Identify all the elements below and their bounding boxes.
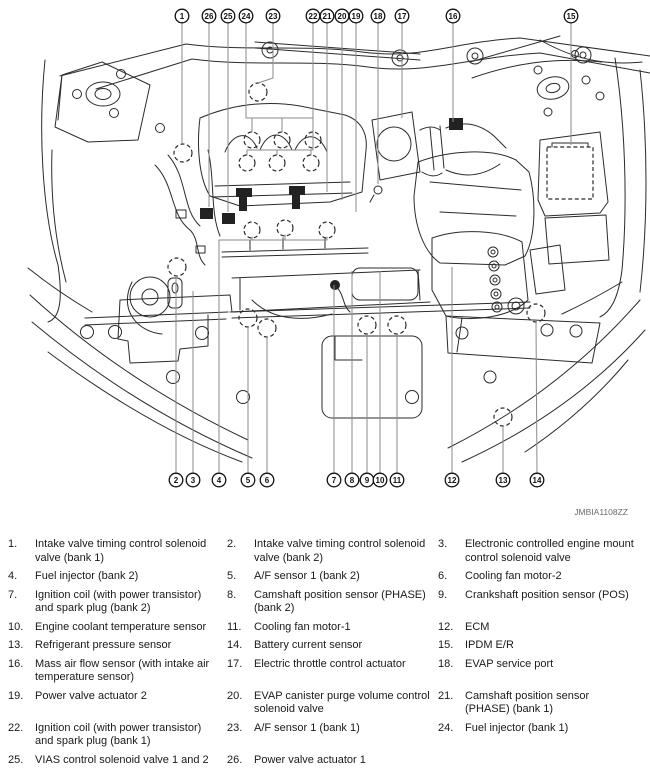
component-location-marker — [269, 155, 285, 171]
legend-item — [438, 658, 642, 685]
legend-item — [8, 639, 227, 653]
svg-text:3: 3 — [190, 475, 196, 485]
legend-item-text: ECM — [465, 620, 490, 633]
legend-item-text: IPDM E/R — [465, 639, 514, 651]
callout-21 — [320, 9, 334, 23]
leader-line-14 — [536, 322, 537, 473]
callout-12 — [445, 473, 459, 487]
legend-item-number: 21. — [438, 689, 454, 702]
legend-item-number: 8. — [227, 588, 237, 601]
legend-item — [227, 538, 438, 565]
legend-item-number: 26. — [227, 753, 243, 766]
svg-text:21: 21 — [322, 11, 332, 21]
legend-item-text: VIAS control solenoid valve 1 and 2 — [35, 753, 209, 766]
callout-19 — [349, 9, 363, 23]
svg-text:4: 4 — [216, 475, 222, 485]
svg-text:5: 5 — [245, 475, 251, 485]
legend-item — [8, 621, 227, 635]
legend-item-text: Cooling fan motor-2 — [465, 570, 562, 582]
svg-text:13: 13 — [498, 475, 508, 485]
svg-text:14: 14 — [532, 475, 542, 485]
legend-item — [227, 722, 438, 749]
legend-item-text: EVAP canister purge volume control solenoid valve — [254, 689, 430, 715]
svg-text:11: 11 — [392, 475, 402, 485]
callout-16 — [446, 9, 460, 23]
legend-item — [8, 570, 227, 584]
legend-item — [8, 722, 227, 749]
legend-item-text: Battery current sensor — [254, 639, 363, 651]
legend-item — [227, 639, 438, 653]
svg-text:6: 6 — [264, 475, 270, 485]
callout-5 — [241, 473, 255, 487]
svg-text:20: 20 — [337, 11, 347, 21]
legend-item — [8, 690, 227, 717]
callout-layer — [168, 9, 593, 487]
component-location-marker — [174, 144, 192, 162]
legend-item-text: Engine coolant temperature sensor — [35, 620, 207, 633]
legend-item-number: 15. — [438, 639, 454, 651]
legend-item — [227, 621, 438, 635]
component-legend — [0, 525, 650, 767]
callout-14 — [530, 473, 544, 487]
legend-item-text: Crankshaft position sensor (POS) — [465, 588, 629, 601]
svg-text:9: 9 — [364, 475, 370, 485]
legend-item-text: EVAP service port — [465, 657, 554, 670]
ipdm-location-marker — [547, 147, 593, 199]
component-location-marker — [319, 222, 335, 238]
legend-item — [227, 658, 438, 685]
callout-22 — [306, 9, 320, 23]
component-location-marker — [388, 316, 406, 334]
legend-item-number: 10. — [8, 620, 24, 633]
legend-item — [438, 570, 642, 584]
legend-item-text: Power valve actuator 1 — [254, 753, 366, 766]
svg-text:17: 17 — [397, 11, 407, 21]
svg-text:18: 18 — [373, 11, 383, 21]
legend-item-number: 25. — [8, 753, 24, 766]
legend-item-number: 9. — [438, 588, 448, 601]
legend-item — [227, 570, 438, 584]
legend-item — [8, 538, 227, 565]
legend-item-number: 17. — [227, 657, 243, 670]
component-location-marker — [244, 222, 260, 238]
legend-item-text: Electronic controlled engine mount control solenoid valve — [465, 538, 634, 564]
callout-11 — [390, 473, 404, 487]
callout-20 — [335, 9, 349, 23]
legend-item-number: 13. — [8, 639, 24, 651]
legend-item-number: 2. — [227, 538, 237, 550]
callout-9 — [360, 473, 374, 487]
legend-item-text: A/F sensor 1 (bank 2) — [254, 570, 360, 582]
svg-text:2: 2 — [173, 475, 179, 485]
legend-item-number: 14. — [227, 639, 243, 651]
callout-18 — [371, 9, 385, 23]
legend-item-text: A/F sensor 1 (bank 1) — [254, 721, 360, 734]
component-location-marker — [527, 304, 545, 322]
component-location-marker — [168, 258, 186, 276]
callout-6 — [260, 473, 274, 487]
component-location-marker — [277, 220, 293, 236]
legend-item-text: Intake valve timing control solenoid valve (bank 2) — [254, 538, 426, 564]
legend-item-number: 11. — [227, 620, 242, 633]
svg-text:23: 23 — [268, 11, 278, 21]
svg-text:7: 7 — [331, 475, 337, 485]
svg-text:10: 10 — [375, 475, 385, 485]
svg-text:16: 16 — [448, 11, 458, 21]
callout-23 — [266, 9, 280, 23]
legend-item-text: Power valve actuator 2 — [35, 689, 147, 702]
callout-26 — [202, 9, 216, 23]
legend-item-text: Camshaft position sensor (PHASE) (bank 2) — [254, 588, 426, 614]
legend-item-text: Cooling fan motor-1 — [254, 620, 351, 633]
callout-7 — [327, 473, 341, 487]
component-location-marker — [239, 155, 255, 171]
legend-item-text: Electric throttle control actuator — [254, 657, 406, 670]
legend-item-text: Ignition coil (with power transistor) and spark plug (bank 2) — [35, 588, 202, 614]
svg-text:1: 1 — [179, 11, 185, 21]
legend-item-text: Fuel injector (bank 2) — [35, 570, 139, 582]
component-location-marker — [249, 83, 267, 101]
svg-text:26: 26 — [204, 11, 214, 21]
legend-item-text: Fuel injector (bank 1) — [465, 721, 569, 734]
callout-4 — [212, 473, 226, 487]
legend-item-text: Refrigerant pressure sensor — [35, 639, 172, 651]
legend-item-number: 6. — [438, 570, 448, 582]
legend-item-number: 7. — [8, 588, 18, 601]
legend-item — [438, 538, 642, 565]
callout-10 — [373, 473, 387, 487]
legend-grid — [8, 538, 642, 767]
legend-item — [227, 589, 438, 616]
legend-item — [227, 690, 438, 717]
legend-item — [8, 754, 227, 768]
legend-item — [438, 690, 642, 717]
legend-item-number: 23. — [227, 721, 243, 734]
legend-item-number: 16. — [8, 657, 24, 670]
legend-item-number: 20. — [227, 689, 243, 702]
component-location-marker — [258, 319, 276, 337]
callout-17 — [395, 9, 409, 23]
legend-item — [438, 589, 642, 616]
callout-3 — [186, 473, 200, 487]
callout-2 — [169, 473, 183, 487]
legend-item-number: 1. — [8, 538, 18, 550]
callout-8 — [345, 473, 359, 487]
callout-25 — [221, 9, 235, 23]
svg-text:25: 25 — [223, 11, 233, 21]
legend-item-number: 12. — [438, 620, 454, 633]
legend-item-number: 4. — [8, 570, 18, 582]
component-location-marker — [303, 155, 319, 171]
callout-13 — [496, 473, 510, 487]
legend-item — [227, 754, 438, 768]
legend-item-text: Intake valve timing control solenoid valve (bank 1) — [35, 538, 207, 564]
svg-text:12: 12 — [447, 475, 457, 485]
legend-item-number: 3. — [438, 538, 448, 550]
legend-item — [438, 639, 642, 653]
callout-15 — [564, 9, 578, 23]
legend-item-text: Mass air flow sensor (with intake air temperature sensor) — [35, 657, 210, 683]
legend-item — [8, 658, 227, 685]
callout-24 — [239, 9, 253, 23]
engine-line-art — [28, 36, 650, 462]
legend-item-number: 19. — [8, 689, 24, 702]
callout-1 — [175, 9, 189, 23]
legend-item — [438, 621, 642, 635]
legend-item-number: 5. — [227, 570, 237, 582]
component-location-marker — [274, 132, 290, 148]
svg-text:19: 19 — [351, 11, 361, 21]
svg-text:22: 22 — [308, 11, 318, 21]
figure-code: JMBIA1108ZZ — [574, 507, 628, 517]
legend-item-number: 24. — [438, 721, 454, 734]
svg-text:15: 15 — [566, 11, 576, 21]
component-location-marker — [358, 316, 376, 334]
svg-text:24: 24 — [241, 11, 251, 21]
legend-item-number: 22. — [8, 721, 24, 734]
legend-item-number: 18. — [438, 657, 454, 670]
svg-text:8: 8 — [349, 475, 355, 485]
legend-item — [8, 589, 227, 616]
legend-item-text: Camshaft position sensor (PHASE) (bank 1) — [465, 689, 590, 715]
legend-item — [438, 722, 642, 749]
legend-item-text: Ignition coil (with power transistor) and spark plug (bank 1) — [35, 721, 202, 747]
